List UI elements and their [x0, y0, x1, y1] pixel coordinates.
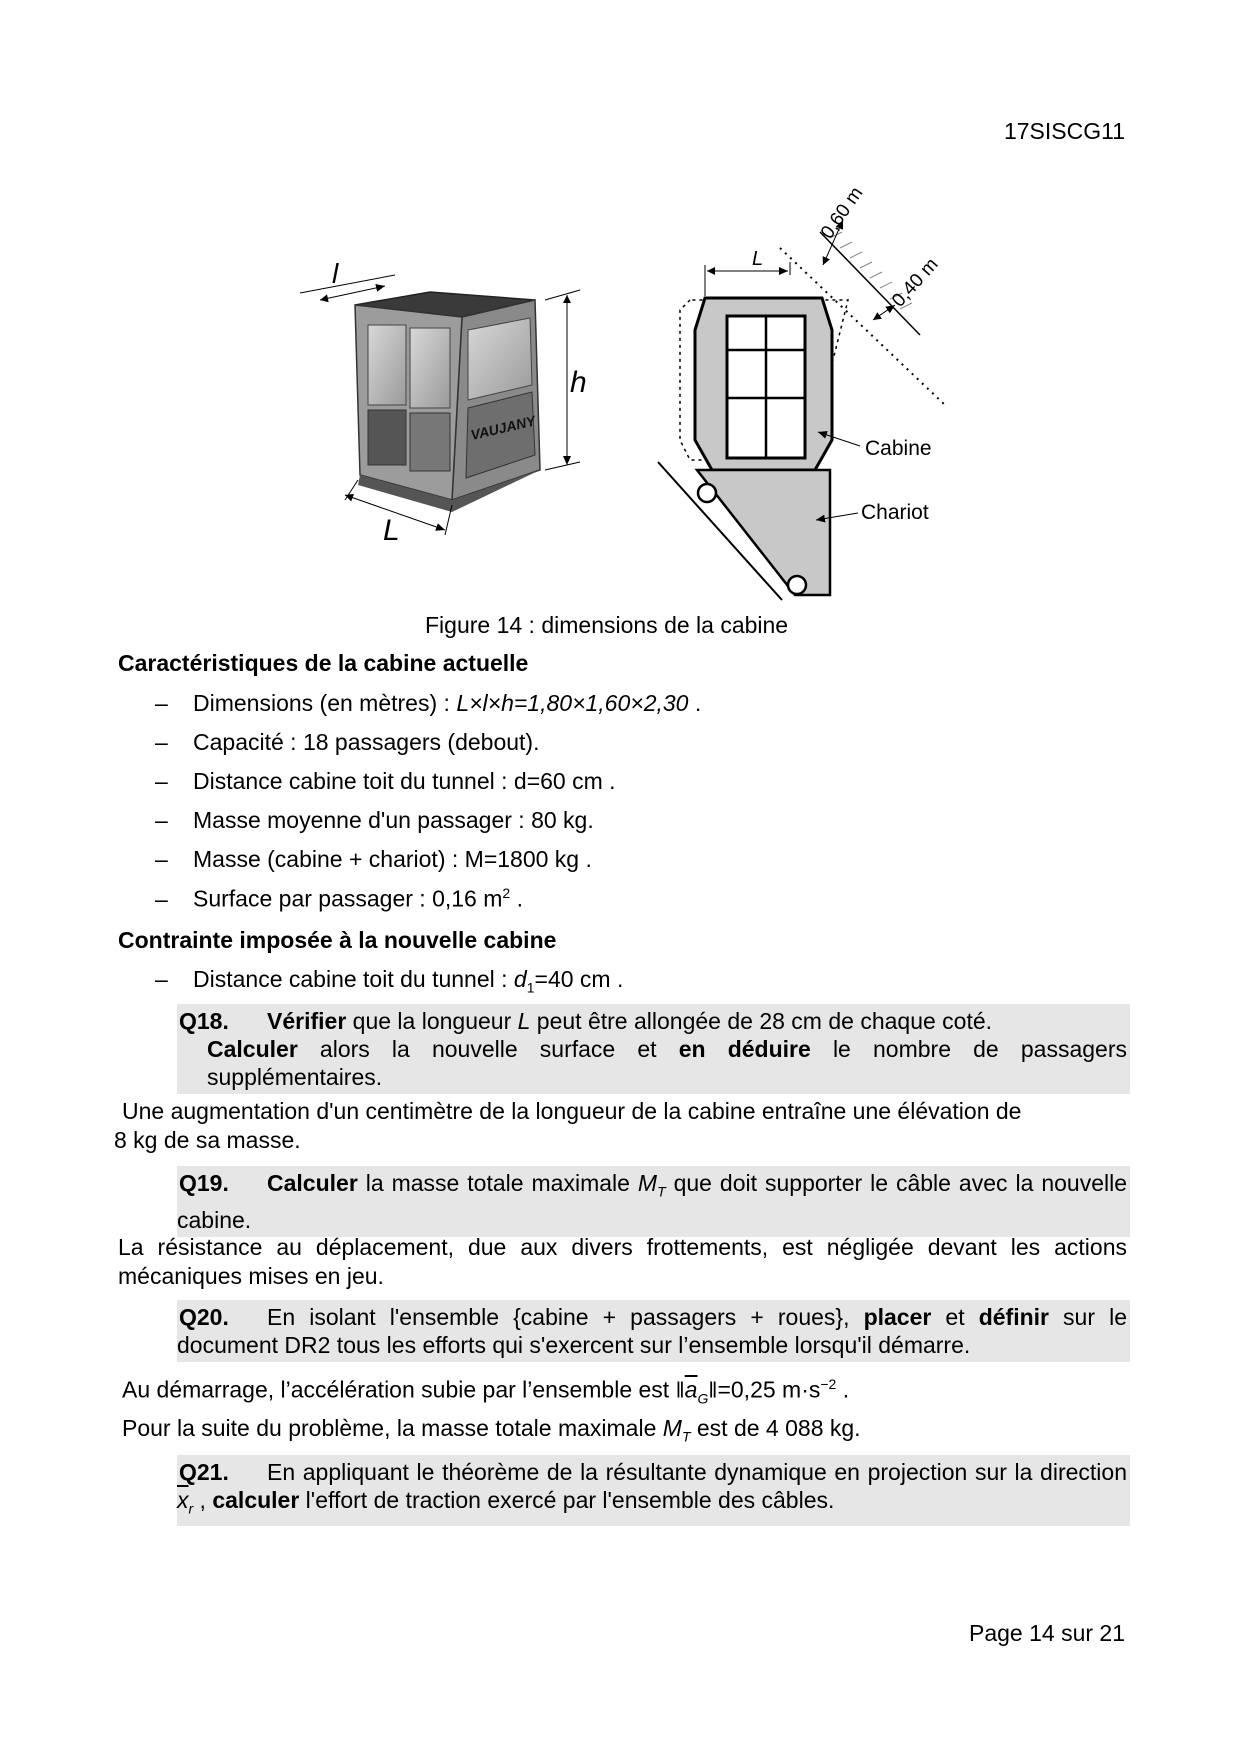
question-q19: Q19. Calculer la masse totale maximale $M_T$ que doit supporter le câble avec la nouvelle cabine. [177, 1166, 1130, 1237]
question-q18: Q18. Vérifier que la longueur L peut être allongée de 28 cm de chaque coté. Calculer alors la nouvelle surface et en déduire le nombre de passagers supplémentaires. [177, 1004, 1130, 1094]
paragraph-acceleration: Au démarrage, l’accélération subie par l’ensemble est $‖\overline{a}_G‖=0,25$ $m\cdot s^{-2}$ . [122, 1376, 850, 1407]
question-q21: Q21. En appliquant le théorème de la résultante dynamique en projection sur la direction $\overline{x}_r$ , calculer l'effort de traction exercé par l'ensemble des câbles. [177, 1455, 1130, 1526]
cabin-section-diagram [658, 298, 848, 612]
list-item: – Masse moyenne d'un passager : 80 kg. [155, 807, 594, 833]
list-item: – Masse (cabine + chariot) : M=1800 kg . [155, 846, 592, 872]
dim-label-060: 0,60 m [816, 183, 868, 243]
figure-14-cabin-dimensions [0, 0, 1240, 620]
list-item: – Distance cabine toit du tunnel : d=60 cm . [155, 768, 616, 794]
dim-label-h: h [570, 366, 587, 399]
paragraph-total-mass: Pour la suite du problème, la masse totale maximale $M_T$ est de 4 088 kg. [122, 1415, 861, 1445]
list-item: – Dimensions (en mètres) : L×l×h=1,80×1,60×2,30 . [155, 690, 702, 716]
document-code: 17SISCG11 [1003, 118, 1125, 144]
dim-label-040: 0,40 m [888, 254, 943, 312]
figure-caption: Figure 14 : dimensions de la cabine [425, 612, 789, 638]
section-title-constraint: Contrainte imposée à la nouvelle cabine [118, 927, 557, 953]
question-q20: Q20. En isolant l'ensemble {cabine + passagers + roues}, placer et définir sur le document DR2 tous les efforts qui s'exercent sur l’ensemble lorsqu'il démarre. [177, 1300, 1130, 1362]
list-item: – Capacité : 18 passagers (debout). [155, 729, 540, 755]
brand-logo-text: VAUJANY [469, 412, 537, 443]
dim-label-L-left: L [383, 514, 400, 547]
list-item: – Distance cabine toit du tunnel : $d_1=40$ cm . [155, 966, 624, 996]
label-chariot: Chariot [861, 501, 929, 524]
paragraph-friction: La résistance au déplacement, due aux divers frottements, est négligée devant les actions mécaniques mises en jeu. [118, 1234, 1127, 1289]
page-number: Page 14 sur 21 [968, 1620, 1125, 1646]
section-title-current: Caractéristiques de la cabine actuelle [118, 650, 529, 676]
label-cabine: Cabine [865, 437, 932, 460]
list-item: – Surface par passager : 0,16 $m^2$ . [155, 885, 523, 912]
cabin-3d-illustration [355, 292, 540, 512]
paragraph-mass-increase: Une augmentation d'un centimètre de la longueur de la cabine entraîne une élévation de 8 kg de sa masse. [114, 1098, 1022, 1153]
dim-label-l: l [332, 258, 339, 289]
dim-label-L-right: L [752, 248, 764, 270]
